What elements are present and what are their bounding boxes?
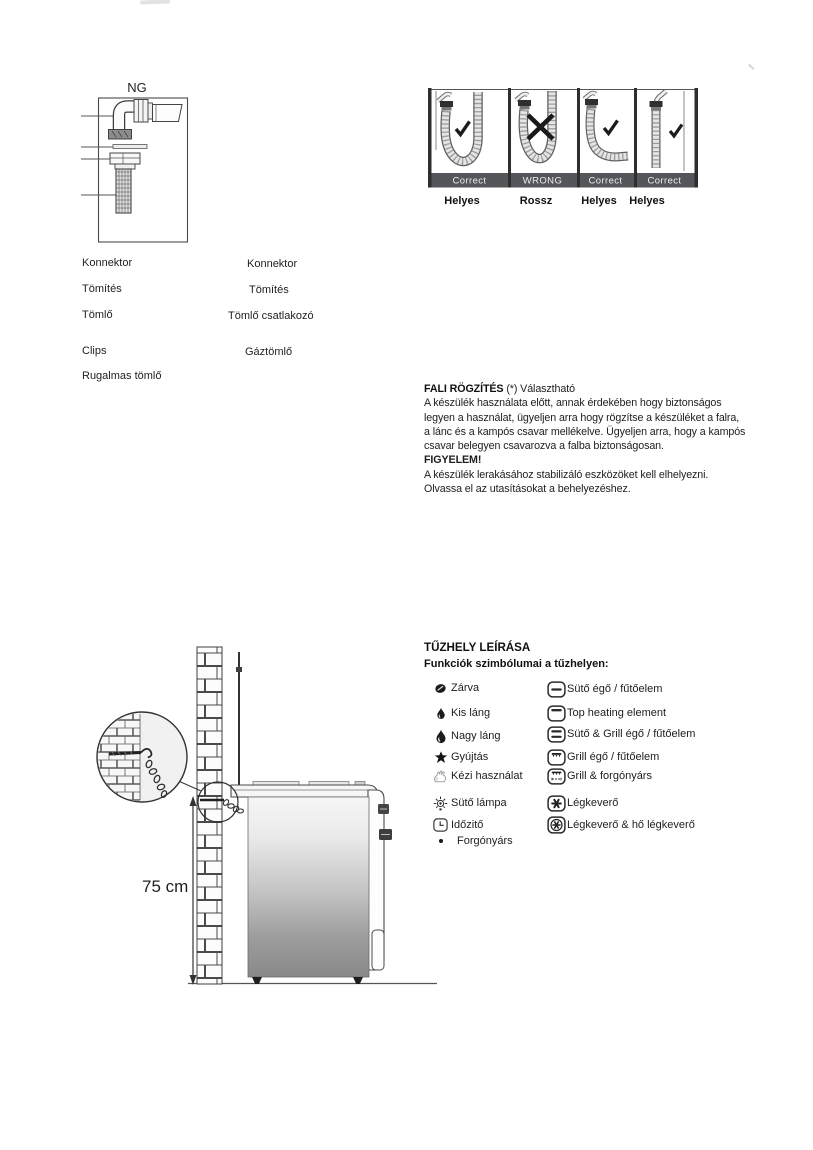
warning-line: A készülék lerakásához stabilizáló eszközöket kell elhelyezni. [424, 468, 709, 481]
symbol-row [546, 725, 695, 743]
symbol-row [546, 680, 662, 698]
stove-front-panel [368, 790, 392, 970]
symbol-label: Zárva [451, 682, 480, 694]
panel-caption: Correct [647, 175, 682, 187]
section-heading-bold: FALI RÖGZÍTÉS [424, 383, 504, 395]
body-line: a lánc és a kampós csavar mellékelve. Ügyeljen arra, hogy a kampós [424, 425, 746, 438]
stove-wall-figure [85, 640, 440, 990]
hose-connector [585, 99, 598, 105]
part-label: Tömlő csatlakozó [228, 310, 314, 322]
distance-label: 75 cm [142, 877, 189, 896]
magnifier-detail [97, 712, 187, 802]
symbol-label: Top heating element [567, 707, 667, 719]
scan-smudge [140, 0, 170, 5]
height-dimension [142, 796, 197, 985]
part-label: Clips [82, 345, 107, 357]
panel-subcaption: Helyes [581, 195, 617, 207]
symbol-row [430, 679, 479, 697]
oven-grill-burner-icon [546, 726, 567, 743]
part-label: Tömítés [82, 283, 122, 295]
symbol-row [430, 727, 501, 745]
symbol-label: Grill & forgónyárs [567, 770, 652, 782]
symbols-subtitle: Funkciók szimbólumai a tűzhelyen: [424, 658, 609, 670]
body-line: A készülék használata előtt, annak érdekében hogy biztonságos [424, 397, 722, 410]
oven-lamp-icon [430, 796, 451, 811]
symbol-label: Sütő égő / fűtőelem [567, 683, 663, 695]
check-icon [604, 121, 618, 134]
part-label: Rugalmas tömlő [82, 370, 162, 382]
symbol-label: Időzitő [451, 819, 484, 831]
rotisserie-dot-icon [430, 838, 451, 844]
symbol-row [430, 748, 488, 766]
symbol-label: Kézi használat [451, 770, 523, 782]
symbols-title: TŰZHELY LEÍRÁSA [424, 641, 531, 654]
panel-subcaption: Helyes [629, 195, 665, 207]
hose-panel [650, 91, 685, 171]
grill-rotisserie-icon [546, 768, 567, 785]
stove-body [248, 797, 369, 977]
part-label: Konnektor [247, 258, 298, 270]
body-line: csavar belegyen csavarozva a falba biztonságosan. [424, 440, 664, 453]
panel-subcaption: Rossz [519, 195, 553, 207]
symbol-label: Gyújtás [451, 751, 489, 763]
brick-wall [197, 647, 222, 984]
wall-mount-section [424, 382, 804, 496]
hose-connector [518, 100, 531, 106]
symbol-row [546, 767, 652, 785]
symbol-row [546, 794, 618, 812]
symbol-row [430, 832, 513, 850]
symbol-row [430, 794, 507, 812]
symbol-label: Forgónyárs [457, 835, 513, 847]
ng-elbow-connector [109, 100, 183, 140]
symbol-row [546, 748, 659, 766]
fan-icon [546, 795, 567, 812]
part-label: Tömítés [249, 284, 289, 296]
ng-hose-nut [110, 153, 140, 169]
ng-connector-figure [75, 78, 195, 248]
ng-braided-hose [116, 169, 131, 213]
oven-burner-icon [546, 681, 567, 698]
part-label: Gáztömlő [245, 346, 293, 358]
symbol-row [430, 767, 523, 785]
hose-panel [584, 93, 628, 157]
part-label: Konnektor [82, 257, 133, 269]
hose-comparison-figure [428, 88, 698, 210]
fan-heat-icon [546, 816, 567, 834]
symbols-legend [424, 641, 809, 847]
hose-connector [650, 101, 663, 107]
symbol-row [546, 816, 695, 834]
symbol-label: Légkeverő & hő légkeverő [567, 819, 695, 831]
part-label: Tömlő [82, 309, 113, 321]
hose-connector [440, 101, 453, 107]
symbol-row [546, 704, 666, 722]
hose-panels-svg [428, 88, 698, 188]
symbol-label: Grill égő / fűtőelem [567, 751, 660, 763]
symbol-label: Légkeverő [567, 797, 619, 809]
warning-line: Olvassa el az utasításokat a behelyezéshez. [424, 483, 631, 496]
stove-cooktop [231, 782, 378, 798]
symbol-label: Sütő & Grill égő / fűtőelem [567, 728, 696, 740]
hand-icon [430, 770, 451, 783]
warning-heading: FIGYELEM! [424, 454, 482, 467]
section-heading [424, 382, 804, 396]
check-icon [456, 122, 470, 135]
hose-panel [516, 91, 553, 159]
top-heating-icon [546, 705, 567, 722]
backguard-pole [236, 652, 242, 788]
oven-door-handle [372, 930, 384, 970]
closed-icon [430, 683, 451, 694]
panel-caption: Correct [452, 175, 487, 187]
timer-icon [430, 818, 451, 832]
ng-caption: NG [127, 80, 147, 95]
scan-speck [748, 64, 754, 70]
panel-subcaption: Helyes [444, 195, 480, 207]
large-flame-icon [430, 729, 451, 744]
panel-caption: Correct [588, 175, 623, 187]
symbol-label: Kis láng [451, 707, 491, 719]
body-line: legyen a használat, ügyeljen arra hogy rögzítse a készüléket a falra, [424, 411, 740, 424]
ng-gasket [113, 145, 147, 149]
check-icon [670, 125, 682, 137]
symbol-label: Nagy láng [451, 730, 501, 742]
small-flame-icon [430, 707, 451, 720]
ignition-star-icon [430, 751, 451, 764]
panel-caption: WRONG [522, 175, 563, 187]
hose-panel [436, 91, 478, 161]
symbol-label: Sütő lámpa [451, 797, 507, 809]
symbol-row [430, 704, 490, 722]
grill-burner-icon [546, 749, 567, 766]
section-heading-suffix: (*) Választható [503, 383, 575, 395]
